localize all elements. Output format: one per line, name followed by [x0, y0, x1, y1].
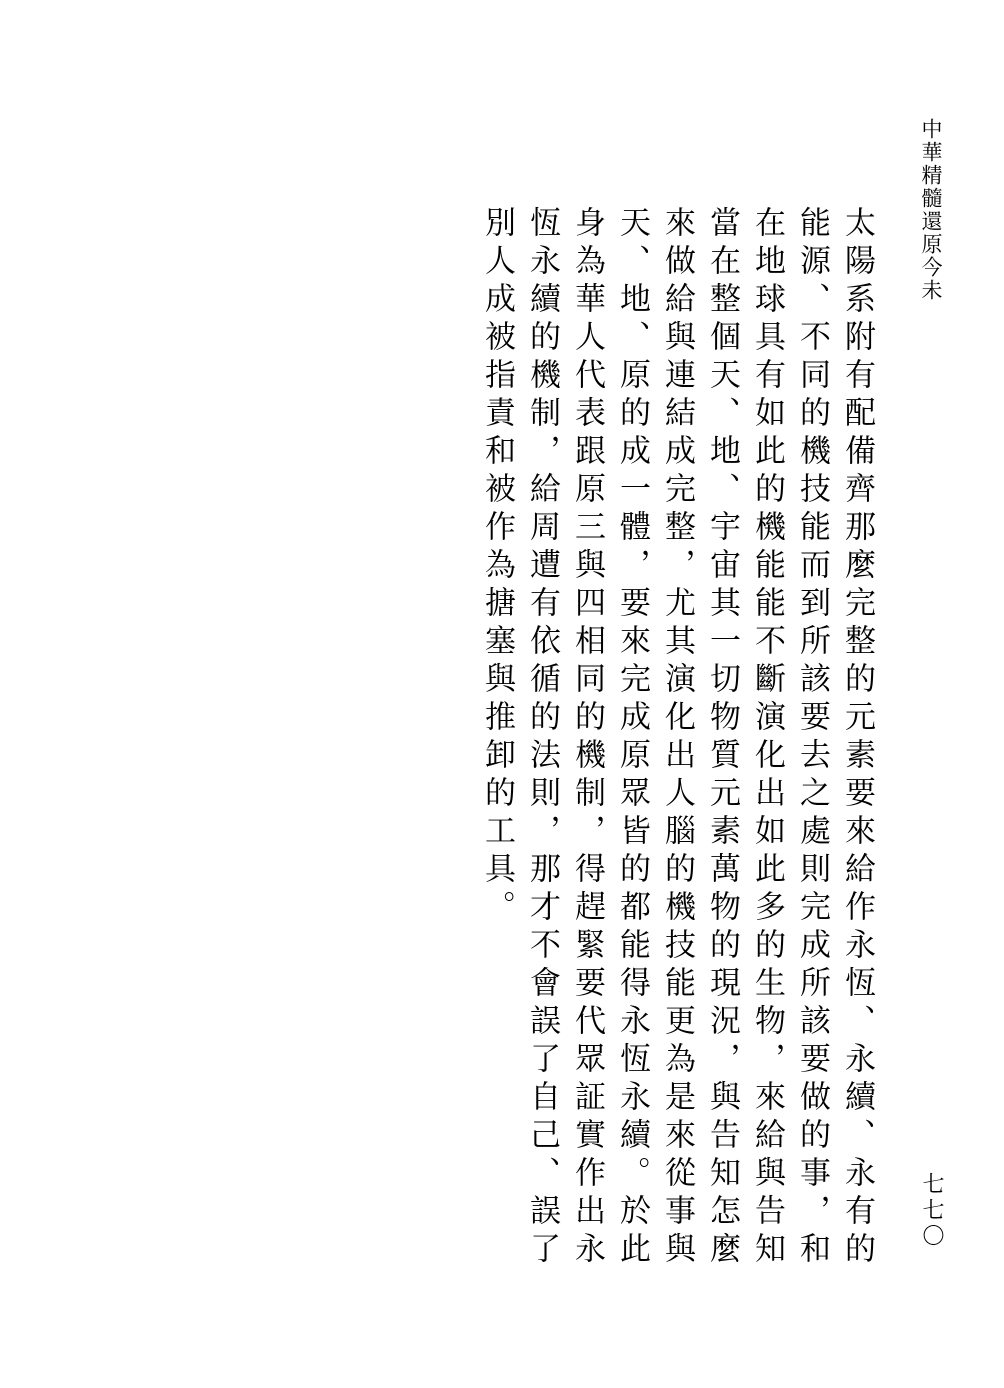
body-paragraph: 太陽系附有配備齊那麼完整的元素要來給作永恆、永續、永有的能源、不同的機技能而到所該要去之處則完成所該要做的事，和在地球具有如此的機能能不斷演化出如此多的生物，來給與告知當在整個天、地、宇宙其一切物質元素萬物的現況，與告知怎麼來做給與連結成完整，尤其演化出人腦的機技能更為是來從事與天、地、原的成一體，要來完成原眾皆的都能得永恆永續。於此身為華人代表跟原三與四相同的機制，得趕緊要代眾証實作出永恆永續的機制，給周遭有依循的法則，那才不會誤了自己、誤了別人成被指責和被作為搪塞與推卸的工具。 [479, 206, 875, 1270]
page-number: 七七〇 [919, 1172, 944, 1250]
running-header-title: 中華精髓還原今未 [919, 118, 943, 302]
